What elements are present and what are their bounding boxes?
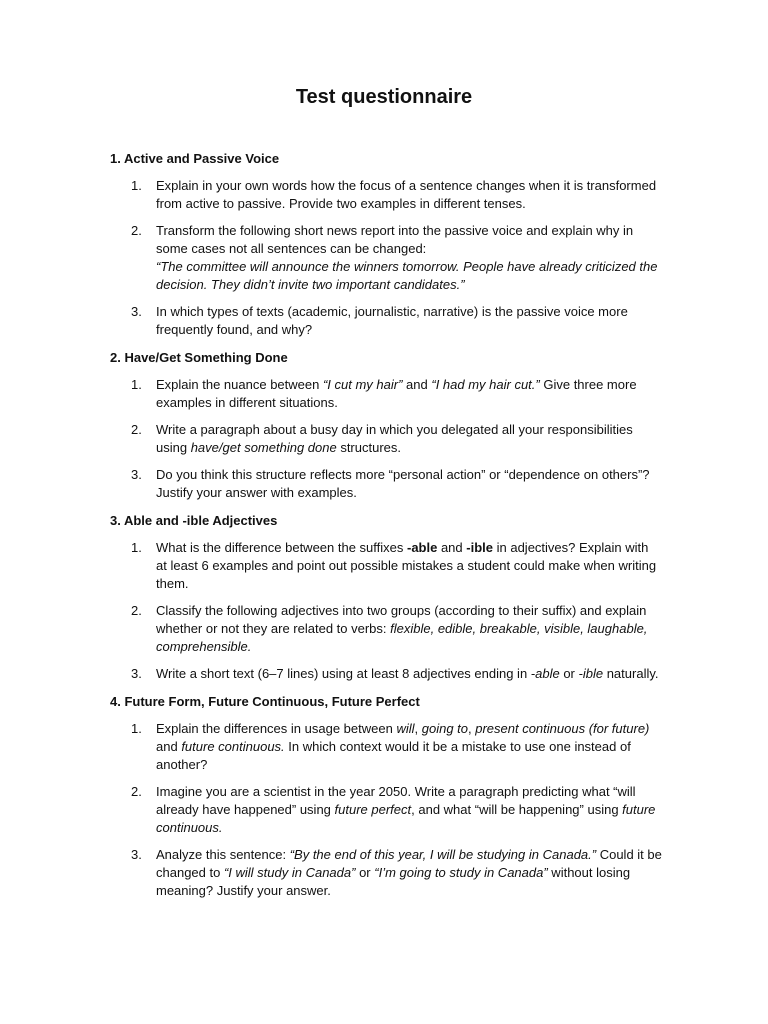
text-run: , and what “will be happening” using: [411, 802, 623, 817]
text-run: Explain the nuance between: [156, 377, 323, 392]
text-run: Explain the differences in usage between: [156, 721, 397, 736]
question-text: In which types of texts (academic, journalistic, narrative) is the passive voice more frequently found, and why?: [156, 304, 628, 337]
text-run: and: [402, 377, 432, 392]
italic-run: flexible, edible, breakable, visible, laughable, comprehensible.: [156, 621, 648, 654]
text-run: in adjectives? Explain with at least 6 examples and point out possible mistakes a student could make when writing them.: [156, 540, 657, 591]
question-text: [156, 665, 662, 683]
question-text: [156, 783, 662, 837]
text-run: In which context would it be a mistake to use one instead of another?: [156, 739, 631, 772]
section-able-ible-adjectives: [110, 512, 662, 683]
question-text: [156, 846, 662, 900]
question-text: [156, 421, 662, 457]
text-run: Classify the following adjectives into two groups (according to their suffix) and explain whether or not they are related to verbs:: [156, 603, 647, 636]
text-run: Write a short text (6–7 lines) using at least 8 adjectives ending in: [156, 666, 531, 681]
question-number: 2.: [131, 603, 142, 618]
question-number: 1.: [131, 540, 142, 555]
question-text: [156, 602, 662, 656]
italic-run: future perfect: [334, 802, 412, 817]
question-number: 1.: [131, 377, 142, 392]
section-heading: 4. Future Form, Future Continuous, Future Perfect: [110, 694, 420, 709]
italic-run: “I’m going to study in Canada”: [374, 865, 548, 880]
question-list: [110, 539, 662, 683]
italic-run: -able: [530, 666, 560, 681]
bold-run: -able: [407, 540, 438, 555]
section-heading: 1. Active and Passive Voice: [110, 151, 280, 166]
text-run: Imagine you are a scientist in the year 2050. Write a paragraph predicting what “will already have happened” using: [156, 784, 636, 817]
text-run: What is the difference between the suffixes: [156, 540, 407, 555]
text-run: Could it be changed to: [156, 847, 662, 880]
question-text: [156, 539, 662, 593]
question-number: 2.: [131, 784, 142, 799]
question-item: [110, 783, 662, 837]
question-list: [110, 177, 662, 339]
question-text: Explain in your own words how the focus of a sentence changes when it is transformed from active to passive. Provide two examples in different tenses.: [156, 178, 657, 211]
question-list: [110, 720, 662, 900]
question-list: [110, 376, 662, 502]
italic-run: “I cut my hair”: [322, 377, 403, 392]
text-run: Give three more examples in different situations.: [156, 377, 637, 410]
question-number: 2.: [131, 223, 142, 238]
text-run: or: [355, 865, 375, 880]
text-run: and: [156, 739, 182, 754]
italic-run: “By the end of this year, I will be studying in Canada.”: [289, 847, 597, 862]
quoted-news-report: “The committee will announce the winners tomorrow. People have already criticized the decision. They didn’t invite two important candidates.”: [156, 259, 658, 292]
italic-run: future continuous.: [156, 802, 656, 835]
question-text: [156, 720, 662, 774]
question-number: 1.: [131, 178, 142, 193]
italic-run: -ible: [578, 666, 604, 681]
section-have-get-something-done: [110, 349, 662, 502]
question-number: 3.: [131, 666, 142, 681]
document-title: Test questionnaire: [295, 86, 473, 108]
document-body: [110, 150, 662, 910]
italic-run: going to: [421, 721, 468, 736]
question-text: Transform the following short news report into the passive voice and explain why in some cases not all sentences can be changed:: [156, 223, 634, 256]
text-run: ,: [468, 721, 476, 736]
text-run: ,: [414, 721, 422, 736]
italic-run: have/get something done: [190, 440, 337, 455]
question-number: 3.: [131, 467, 142, 482]
question-item: [110, 539, 662, 593]
section-heading: 3. Able and -ible Adjectives: [110, 513, 278, 528]
italic-run: “I will study in Canada”: [223, 865, 356, 880]
question-item: [110, 846, 662, 900]
italic-run: present continuous (for future): [475, 721, 650, 736]
question-text: Do you think this structure reflects more “personal action” or “dependence on others”? Justify your answer with examples.: [156, 467, 650, 500]
italic-run: future continuous.: [181, 739, 285, 754]
question-number: 3.: [131, 847, 142, 862]
text-run: and: [437, 540, 467, 555]
bold-run: -ible: [466, 540, 493, 555]
section-future-forms: [110, 693, 662, 900]
section-active-passive-voice: [110, 150, 662, 339]
question-item: [110, 466, 662, 502]
question-item: [110, 222, 662, 294]
question-item: [110, 602, 662, 656]
question-number: 1.: [131, 721, 142, 736]
text-run: naturally.: [603, 666, 659, 681]
italic-run: will: [396, 721, 415, 736]
question-number: 2.: [131, 422, 142, 437]
question-text: [156, 376, 662, 412]
italic-run: “I had my hair cut.”: [431, 377, 540, 392]
question-item: [110, 177, 662, 213]
question-item: [110, 421, 662, 457]
question-item: [110, 303, 662, 339]
text-run: without losing meaning? Justify your answer.: [156, 865, 631, 898]
text-run: Write a paragraph about a busy day in which you delegated all your responsibilities using: [156, 422, 633, 455]
text-run: structures.: [336, 440, 401, 455]
question-item: [110, 665, 662, 683]
question-item: [110, 376, 662, 412]
question-number: 3.: [131, 304, 142, 319]
text-run: or: [559, 666, 579, 681]
question-item: [110, 720, 662, 774]
section-heading: 2. Have/Get Something Done: [110, 350, 288, 365]
text-run: Analyze this sentence:: [156, 847, 290, 862]
